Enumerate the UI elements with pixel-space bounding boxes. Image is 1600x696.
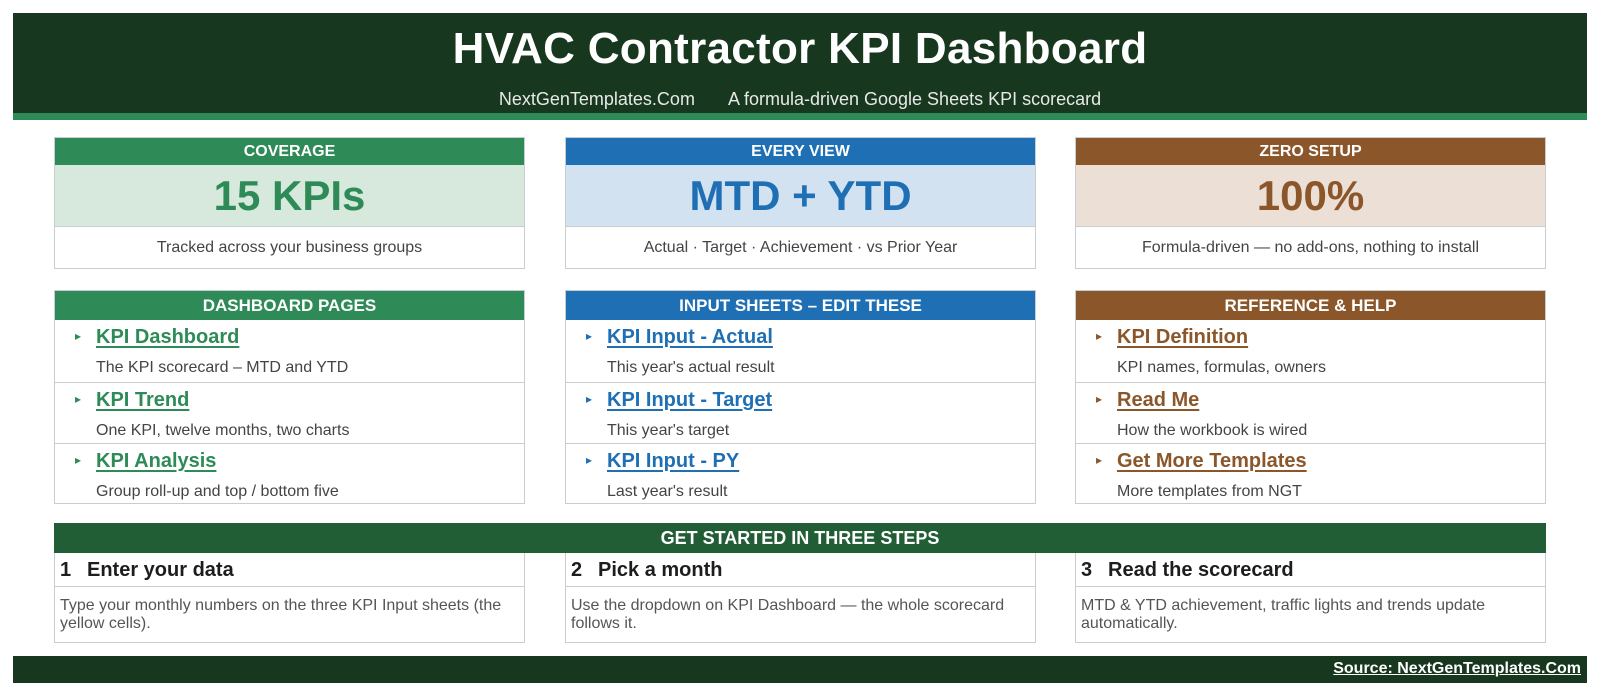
tagline: A formula-driven Google Sheets KPI scorecard [727,89,1102,109]
nav-item-description: One KPI, twelve months, two charts [96,421,350,439]
kpi-card-header: EVERY VIEW [566,138,1035,165]
nav-item [55,382,524,444]
nav-item-description: This year's target [607,421,730,439]
kpi-card-header: ZERO SETUP [1076,138,1545,165]
link-kpi-input-py[interactable]: ▸ KPI Input - PY [571,450,739,473]
kpi-card-value: 100% [1076,165,1545,227]
link-kpi-input-actual[interactable]: ▸ KPI Input - Actual [571,326,773,349]
arrow-right-icon: ▸ [74,391,82,406]
step-description: Use the dropdown on KPI Dashboard — the whole scorecard follows it. [571,597,1005,632]
kpi-card-coverage [54,137,525,269]
step-card-3 [1075,553,1546,643]
step-title: 3 Read the scorecard [1076,553,1545,587]
kpi-card-description: Formula-driven — no add-ons, nothing to install [1141,239,1480,256]
arrow-right-icon: ▸ [1095,453,1103,467]
nav-section-input-sheets [565,290,1036,504]
arrow-right-icon: ▸ [74,329,82,343]
kpi-card-description: Actual · Target · Achievement · vs Prior Year [643,239,958,256]
arrow-right-icon: ▸ [585,453,593,467]
header-accent-band [13,113,1587,120]
steps-header: GET STARTED IN THREE STEPS [54,523,1546,553]
link-kpi-analysis[interactable]: ▸ KPI Analysis [60,450,216,473]
arrow-right-icon: ▸ [74,453,82,467]
nav-item-description: This year's actual result [607,359,775,376]
nav-item [566,382,1035,444]
footer-bar [13,656,1587,683]
nav-item-description: More templates from NGT [1117,483,1302,500]
nav-section-header: REFERENCE & HELP [1076,291,1545,320]
nav-item [566,320,1035,382]
step-number: 2 [571,559,583,581]
nav-item [566,443,1035,505]
nav-section-reference-help [1075,290,1546,504]
nav-item [1076,320,1545,382]
link-kpi-definition[interactable]: ▸ KPI Definition [1081,326,1248,349]
nav-item-description: KPI names, formulas, owners [1117,359,1326,376]
nav-item [55,320,524,382]
nav-item-description: The KPI scorecard – MTD and YTD [96,359,349,376]
source-link[interactable]: Source: NextGenTemplates.Com [1333,660,1581,677]
header-banner [13,13,1587,120]
step-description: MTD & YTD achievement, traffic lights and trends update automatically. [1081,597,1486,632]
nav-item-description: How the workbook is wired [1117,421,1308,439]
link-get-more-templates[interactable]: ▸ Get More Templates [1081,450,1307,473]
step-number: 3 [1081,559,1093,581]
step-card-2 [565,553,1036,643]
kpi-card-header: COVERAGE [55,138,524,165]
page-title: HVAC Contractor KPI Dashboard [452,24,1148,73]
site-name: NextGenTemplates.Com [498,89,695,109]
link-kpi-dashboard[interactable]: ▸ KPI Dashboard [60,326,239,349]
kpi-card-value: MTD + YTD [566,165,1035,227]
arrow-right-icon: ▸ [585,391,593,406]
nav-item-description: Group roll-up and top / bottom five [96,483,339,500]
step-card-1 [54,553,525,643]
arrow-right-icon: ▸ [585,329,593,343]
nav-section-header: DASHBOARD PAGES [55,291,524,320]
kpi-card-every-view [565,137,1036,269]
step-title: 1 Enter your data [55,553,524,587]
kpi-card-value: 15 KPIs [55,165,524,227]
nav-item-description: Last year's result [607,483,728,500]
link-read-me[interactable]: ▸ Read Me [1081,389,1199,412]
nav-section-dashboard-pages [54,290,525,504]
step-description: Type your monthly numbers on the three KPI Input sheets (the yellow cells). [60,597,502,632]
nav-item [55,443,524,505]
step-title: 2 Pick a month [566,553,1035,587]
arrow-right-icon: ▸ [1095,391,1103,406]
arrow-right-icon: ▸ [1095,329,1103,343]
kpi-card-zero-setup [1075,137,1546,269]
kpi-card-description: Tracked across your business groups [156,239,423,256]
nav-item [1076,382,1545,444]
link-kpi-trend[interactable]: ▸ KPI Trend [60,389,189,412]
link-kpi-input-target[interactable]: ▸ KPI Input - Target [571,389,772,412]
step-number: 1 [60,559,72,581]
nav-item [1076,443,1545,505]
nav-section-header: INPUT SHEETS – EDIT THESE [566,291,1035,320]
subtitle-row [13,89,1587,110]
